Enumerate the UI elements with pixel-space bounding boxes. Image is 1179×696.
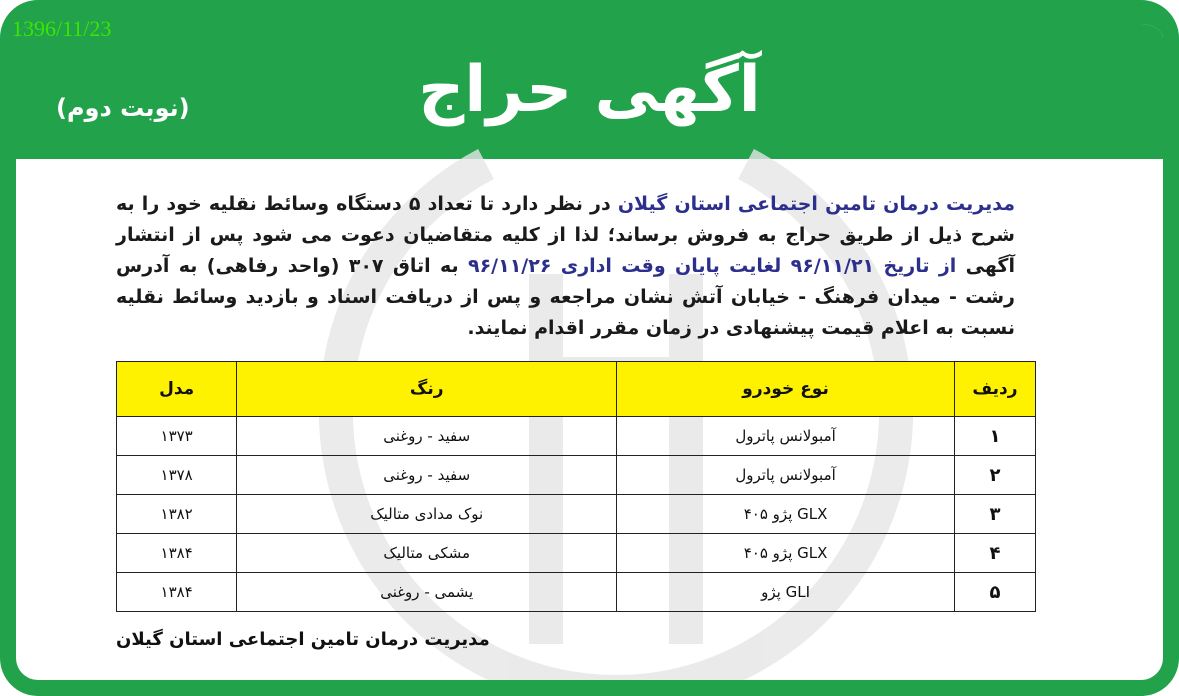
header-vehicle-type: نوع خودرو (617, 362, 955, 417)
cell-color: سفید - روغنی (237, 456, 617, 495)
cell-row-number: ۵ (955, 573, 1036, 612)
table-row (117, 456, 1036, 495)
cell-vehicle-type: GLX پژو ۴۰۵ (617, 495, 955, 534)
cell-row-number: ۲ (955, 456, 1036, 495)
ad-body-text (116, 189, 1015, 344)
cell-vehicle-type: GLX پژو ۴۰۵ (617, 534, 955, 573)
header-model: مدل (117, 362, 237, 417)
ad-content (16, 159, 1163, 680)
ad-title: آگهی حراج (418, 53, 761, 127)
signature: مدیریت درمان تامین اجتماعی استان گیلان (116, 629, 490, 650)
cell-row-number: ۱ (955, 417, 1036, 456)
vehicles-table (116, 361, 1036, 612)
cell-vehicle-type: GLI پژو (617, 573, 955, 612)
header-color: رنگ (237, 362, 617, 417)
cell-color: سفید - روغنی (237, 417, 617, 456)
body-part-1: در نظر دارد تا تعداد ۵ دستگاه وسائط نقلیه خود را به شرح ذیل از طریق حراج به فروش برساند؛ لذا از کلیه متقاضیان دعوت می شود پس از انتشار آگهی (116, 193, 1015, 277)
body-part-2 (720, 255, 729, 277)
table-row (117, 534, 1036, 573)
table-row (117, 495, 1036, 534)
cell-model: ۱۳۸۴ (117, 534, 237, 573)
cell-row-number: ۳ (955, 495, 1036, 534)
header-row-number: ردیف (955, 362, 1036, 417)
cell-color: نوک مدادی متالیک (237, 495, 617, 534)
body-part-3: به اتاق ۳۰۷ (واحد رفاهی) به آدرس رشت - میدان فرهنگ - خیابان آتش نشان مراجعه و پس از دریافت اسناد و بازدید وسائط نقلیه نسبت به اعلام قیمت پیشنهادی در زمان مقرر اقدام نمایند. (116, 255, 1015, 339)
cell-vehicle-type: آمبولانس پاترول (617, 417, 955, 456)
table-row (117, 417, 1036, 456)
from-date-highlight: از تاریخ ۹۶/۱۱/۲۱ لغایت (729, 255, 957, 277)
to-date-highlight: پایان وقت اداری ۹۶/۱۱/۲۶ (467, 255, 720, 277)
ad-subtitle: (نوبت دوم) (56, 94, 190, 122)
org-name-highlight: مدیریت درمان تامین اجتماعی استان گیلان (617, 193, 1015, 215)
cell-model: ۱۳۸۴ (117, 573, 237, 612)
cell-color: یشمی - روغنی (237, 573, 617, 612)
table-header-row (117, 362, 1036, 417)
cell-color: مشکی متالیک (237, 534, 617, 573)
cell-vehicle-type: آمبولانس پاترول (617, 456, 955, 495)
cell-model: ۱۳۷۳ (117, 417, 237, 456)
cell-row-number: ۴ (955, 534, 1036, 573)
cell-model: ۱۳۷۸ (117, 456, 237, 495)
cell-model: ۱۳۸۲ (117, 495, 237, 534)
table-row (117, 573, 1036, 612)
date-stamp: 1396/11/23 (12, 16, 112, 41)
